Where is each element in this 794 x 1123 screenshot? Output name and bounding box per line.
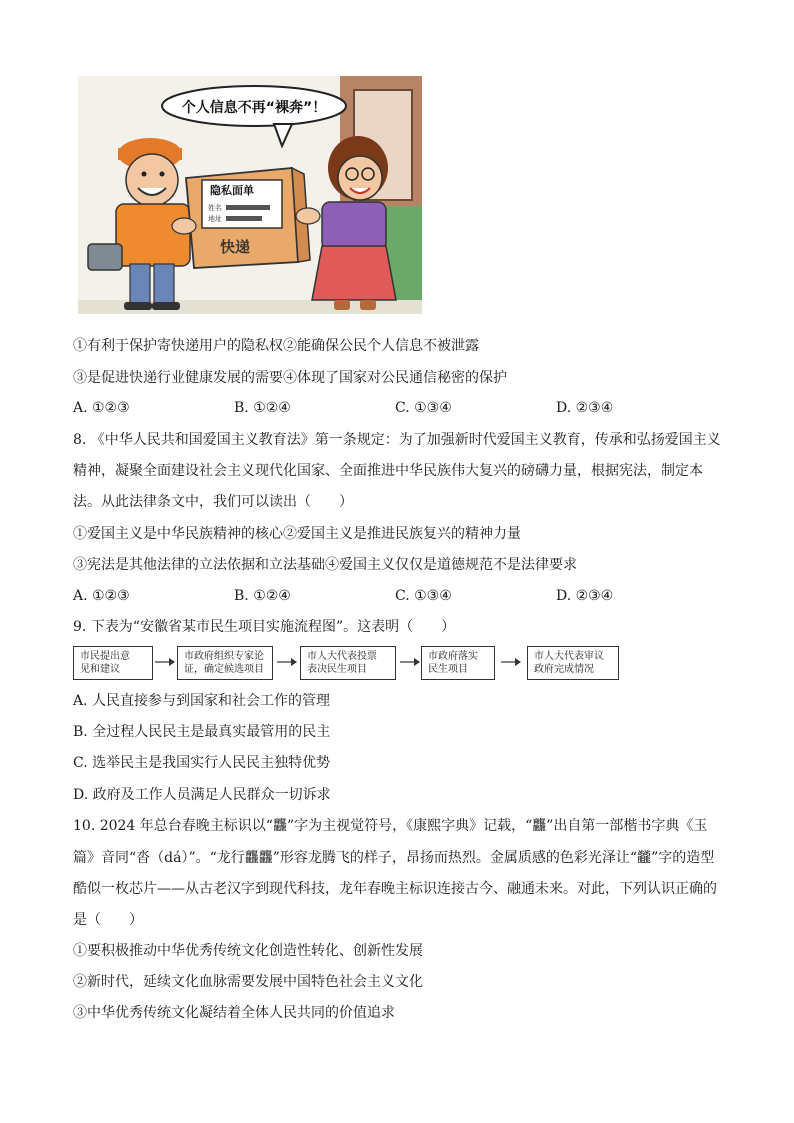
- flow-step-3: [300, 646, 396, 680]
- q8-option-a[interactable]: A. ①②③: [73, 588, 130, 604]
- flow-step-2-line-2: 证，确定候选项目: [184, 664, 264, 675]
- q7-option-b[interactable]: B. ①②④: [234, 400, 291, 416]
- q8-option-d[interactable]: D. ②③④: [556, 588, 614, 604]
- flow-step-4: [421, 646, 495, 680]
- q10-statement-3: ③中华优秀传统文化凝结着全体人民共同的价值追求: [73, 1005, 395, 1021]
- q9-stem: 9. 下表为“安徽省某市民生项目实施流程图”。这表明（ ）: [73, 619, 456, 635]
- speech-bubble-text: 个人信息不再“裸奔”！: [181, 100, 327, 116]
- flow-step-1-line-1: 市民提出意: [80, 651, 130, 662]
- q9-option-d[interactable]: D. 政府及工作人员满足人民群众一切诉求: [73, 787, 331, 803]
- q10-stem-line-3: 酷似一枚芯片——从古老汉字到现代科技，龙年春晚主标识连接古今、融通未来。对此，下列认识正确的: [73, 881, 717, 897]
- flow-step-1-line-2: 见和建议: [80, 664, 120, 675]
- privacy-cartoon-illustration: [78, 76, 422, 314]
- flow-arrow-icon: [276, 654, 298, 670]
- flow-step-5: [527, 646, 619, 680]
- q8-statement-2: ③宪法是其他法律的立法依据和立法基础④爱国主义仅仅是道德规范不是法律要求: [73, 557, 577, 573]
- q8-stem-line-2: 精神，凝聚全面建设社会主义现代化国家、全面推进中华民族伟大复兴的磅礴力量，根据宪法，制定本: [73, 463, 703, 479]
- flow-step-4-line-1: 市政府落实: [428, 651, 478, 662]
- q10-stem-line-2: 篇》音同“沓（dá）”。“龙行龘龘”形容龙腾飞的样子，昂扬而热烈。金属质感的色彩光泽让“龖”字的造型: [73, 850, 715, 866]
- flow-step-1: [73, 646, 153, 680]
- q7-option-a[interactable]: A. ①②③: [73, 400, 130, 416]
- q8-option-c[interactable]: C. ①③④: [395, 588, 452, 604]
- q9-option-b[interactable]: B. 全过程人民民主是最真实最管用的民主: [73, 724, 331, 740]
- q10-stem-line-1: 10. 2024 年总台春晚主标识以“龘”字为主视觉符号，《康熙字典》记载，“龘”出自第一部楷书字典《玉: [73, 818, 708, 834]
- flow-step-5-line-1: 市人大代表审议: [534, 651, 604, 662]
- flow-step-5-line-2: 政府完成情况: [534, 664, 594, 675]
- q7-option-d[interactable]: D. ②③④: [556, 400, 614, 416]
- q8-option-b[interactable]: B. ①②④: [234, 588, 291, 604]
- q10-stem-line-4: 是（ ）: [73, 912, 143, 928]
- package-box-icon: [186, 168, 310, 268]
- q7-option-c[interactable]: C. ①③④: [395, 400, 452, 416]
- q9-option-c[interactable]: C. 选举民主是我国实行人民民主独特优势: [73, 755, 331, 771]
- q8-stem-line-3: 法。从此法律条文中，我们可以读出（ ）: [73, 494, 353, 510]
- flow-arrow-icon: [500, 654, 522, 670]
- q8-statement-1: ①爱国主义是中华民族精神的核心②爱国主义是推进民族复兴的精神力量: [73, 526, 521, 542]
- q9-option-a[interactable]: A. 人民直接参与到国家和社会工作的管理: [73, 693, 331, 709]
- q8-stem-line-1: 8. 《中华人民共和国爱国主义教育法》第一条规定：为了加强新时代爱国主义教育，传承和弘扬爱国主义: [73, 432, 721, 448]
- box-brand-text: 快递: [220, 238, 251, 256]
- q10-statement-1: ①要积极推动中华优秀传统文化创造性转化、创新性发展: [73, 943, 423, 959]
- flow-step-2: [177, 646, 273, 680]
- flow-arrow-icon: [154, 654, 176, 670]
- q7-statement-2: ③是促进快递行业健康发展的需要④体现了国家对公民通信秘密的保护: [73, 370, 507, 386]
- flow-step-2-line-1: 市政府组织专家论: [184, 651, 264, 662]
- flow-step-4-line-2: 民生项目: [428, 664, 468, 675]
- flow-step-3-line-2: 表决民生项目: [307, 664, 367, 675]
- flow-step-3-line-1: 市人大代表投票: [307, 651, 377, 662]
- q10-statement-2: ②新时代，延续文化血脉需要发展中国特色社会主义文化: [73, 974, 423, 990]
- flow-arrow-icon: [399, 654, 421, 670]
- box-label-title: 隐私面单: [210, 184, 254, 197]
- box-label-address: 地址: [208, 215, 222, 223]
- box-label-name: 姓名: [208, 204, 222, 212]
- q7-statement-1: ①有利于保护寄快递用户的隐私权②能确保公民个人信息不被泄露: [73, 338, 479, 354]
